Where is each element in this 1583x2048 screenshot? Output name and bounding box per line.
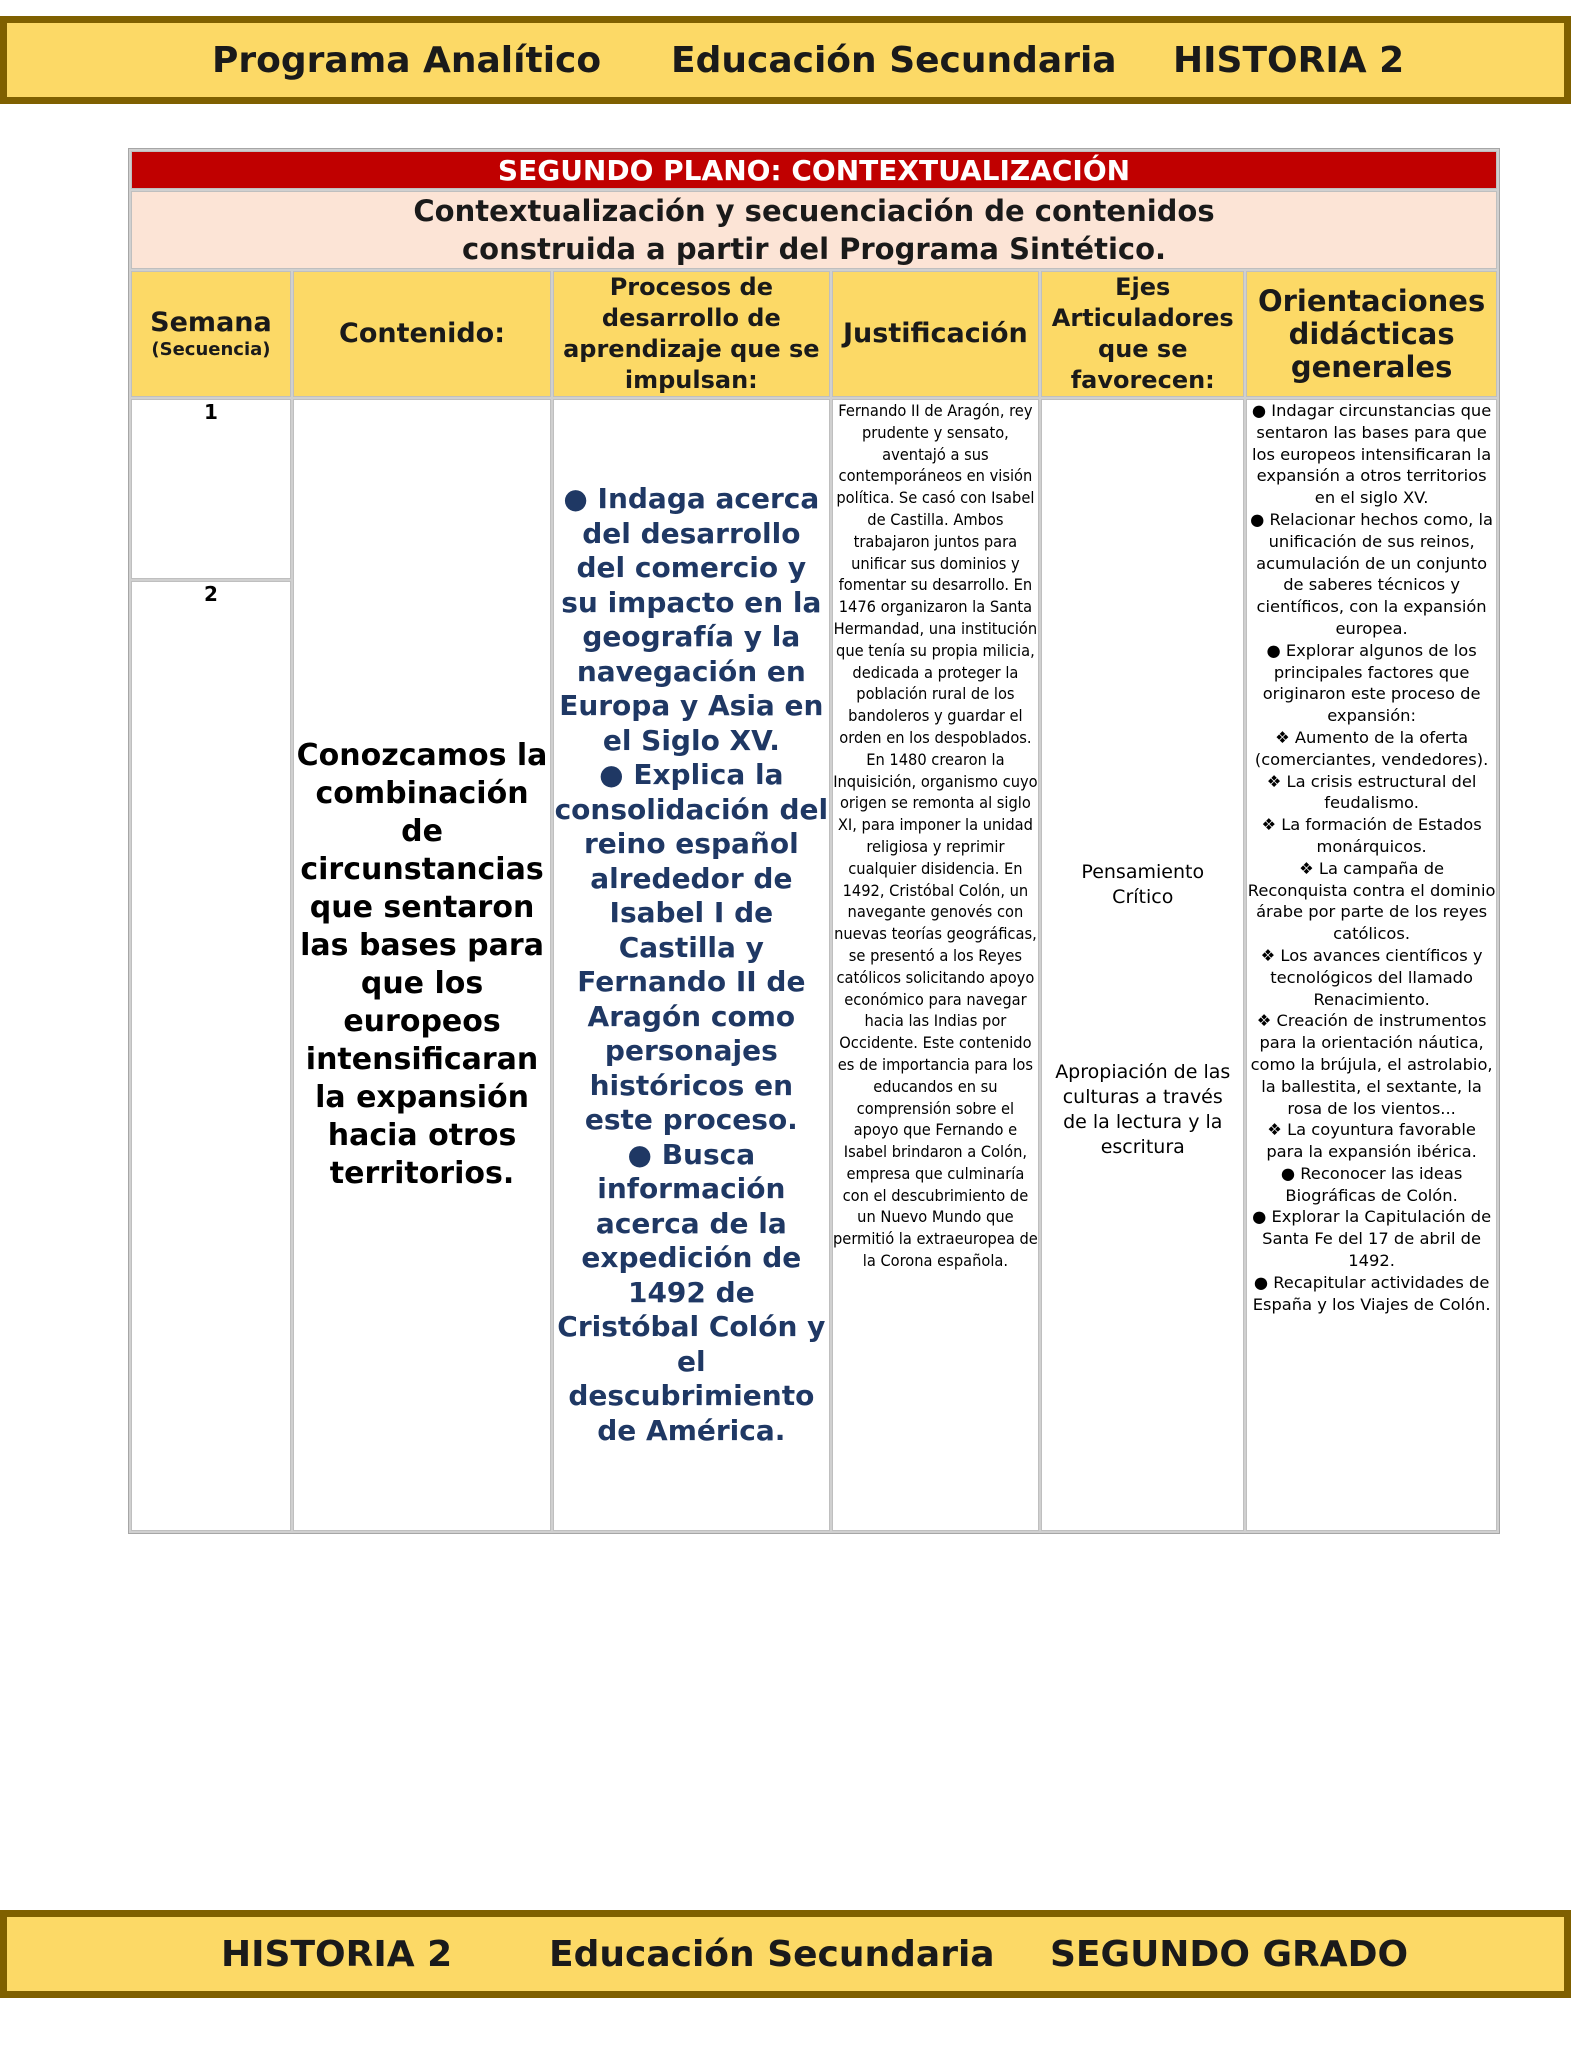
col-header-procesos-line: aprendizaje que se [563, 335, 820, 363]
col-header-justificacion-label: Justificación [843, 318, 1028, 349]
footer-level: Educación Secundaria [549, 1933, 995, 1975]
footer-subject: HISTORIA 2 [221, 1933, 453, 1975]
col-header-semana-sub: (Secuencia) [151, 339, 271, 360]
process-item: ● Indaga acerca del desarrollo del comercio y su impacto en la geografía y la navegación en Europa y Asia en el Siglo XV. [559, 482, 824, 757]
header-band [0, 16, 1571, 104]
justification-cell: Fernando II de Aragón, rey prudente y sensato, aventajó a sus contemporáneos en visión política. Se casó con Isabel de Castilla. Ambos trabajaron juntos para unificar sus dominios y fomentar su desarrollo. En 1476 organizaron la Santa Hermandad, una institución que tenía su propia milicia, dedicada a proteger la población rural de los bandoleros y guardar el orden en los despoblados. En 1480 crearon la Inquisición, organismo cuyo origen se remonta al siglo XI, para imponer la unidad religiosa y reprimir cualquier disidencia. En 1492, Cristóbal Colón, un navegante genovés con nuevas teorías geográficas, se presentó a los Reyes católicos solicitando apoyo económico para navegar hacia las Indias por Occidente. Este contenido es de importancia para los educandos en su comprensión sobre el apoyo que Fernando e Isabel brindaron a Colón, empresa que culminaría con el descubrimiento de un Nuevo Mundo que permitió la extraeuropea de la Corona española. [832, 399, 1040, 1531]
orientation-item: ❖ La coyuntura favorable para la expansión ibérica. [1266, 1120, 1477, 1162]
col-header-orientaciones [1246, 271, 1497, 397]
content-cell: Conozcamos la combinación de circunstancias que sentaron las bases para que los europeos intensificaran la expansión hacia otros territorios. [293, 399, 551, 1531]
week-cell-1: 1 [131, 399, 291, 579]
orientation-item: ❖ La formación de Estados monárquicos. [1261, 815, 1482, 856]
week-cell-2: 2 [131, 581, 291, 1531]
eje-pensamiento-critico: Pensamiento Crítico [1081, 861, 1205, 908]
table-title: SEGUNDO PLANO: CONTEXTUALIZACIÓN [131, 151, 1497, 189]
header-subject: HISTORIA 2 [1173, 39, 1405, 81]
process-item: ● Busca información acerca de la expedición de 1492 de Cristóbal Colón y el descubrimiento de América. [557, 1137, 826, 1447]
contextualization-table [128, 148, 1500, 1534]
orientation-item: ● Relacionar hechos como, la unificación de sus reinos, acumulación de un conjunto de saberes técnicos y científicos, con la expansión europea. [1250, 509, 1494, 638]
col-header-orient-line: generales [1290, 349, 1453, 384]
col-header-procesos-line: Procesos de [609, 273, 773, 301]
orientation-item: ❖ Los avances científicos y tecnológicos del llamado Renacimiento. [1260, 945, 1483, 1009]
orientation-item: ● Reconocer las ideas Biográficas de Colón. [1280, 1163, 1463, 1205]
col-header-ejes-line: Articuladores [1051, 304, 1234, 332]
orientation-item: ● Explorar la Capitulación de Santa Fe del 17 de abril de 1492. [1252, 1207, 1492, 1271]
orientation-item: ❖ Creación de instrumentos para la orientación náutica, como la brújula, el astrolabio, la ballestita, el sextante, la rosa de los vientos... [1250, 1011, 1493, 1118]
table-subtitle [131, 191, 1497, 269]
orientation-item: ❖ La crisis estructural del feudalismo. [1266, 771, 1477, 813]
footer-band [0, 1910, 1571, 1998]
footer-grade: SEGUNDO GRADO [1050, 1933, 1409, 1975]
orientation-item: ❖ La campaña de Reconquista contra el dominio árabe por parte de los reyes católicos. [1247, 858, 1496, 944]
ejes-cell [1041, 399, 1244, 1531]
orientation-item: ● Indagar circunstancias que sentaron las bases para que los europeos intensificaran la expansión a otros territorios en el siglo XV. [1251, 401, 1492, 508]
col-header-ejes-line: Ejes [1115, 273, 1171, 301]
col-header-ejes-line: que se [1098, 335, 1188, 363]
col-header-procesos-line: desarrollo de [601, 304, 781, 332]
col-header-orient-line: didácticas [1288, 316, 1455, 351]
col-header-contenido-label: Contenido: [339, 318, 506, 349]
col-header-procesos [553, 271, 829, 397]
col-header-contenido [293, 271, 551, 397]
table-subtitle-line2: construida a partir del Programa Sintético. [461, 232, 1167, 266]
col-header-procesos-line: impulsan: [624, 366, 758, 394]
table-subtitle-line1: Contextualización y secuenciación de contenidos [413, 194, 1215, 228]
col-header-orient-line: Orientaciones [1257, 283, 1486, 318]
orientation-item: ❖ Aumento de la oferta (comerciantes, vendedores). [1254, 727, 1489, 769]
orientations-cell [1246, 399, 1497, 1531]
col-header-semana-label: Semana [150, 307, 272, 338]
header-program: Programa Analítico [212, 39, 602, 81]
eje-apropiacion-culturas: Apropiación de las culturas a través de la lectura y la escritura [1055, 1061, 1231, 1158]
col-header-justificacion [832, 271, 1040, 397]
process-cell [553, 399, 829, 1531]
col-header-ejes [1041, 271, 1244, 397]
orientation-item: ● Recapitular actividades de España y los Viajes de Colón. [1252, 1272, 1491, 1314]
col-header-ejes-line: favorecen: [1070, 366, 1215, 394]
process-item: ● Explica la consolidación del reino español alrededor de Isabel I de Castilla y Fernando II de Aragón como personajes históricos en este proceso. [554, 758, 829, 1136]
header-level: Educación Secundaria [671, 39, 1117, 81]
orientation-item: ● Explorar algunos de los principales factores que originaron este proceso de expansión: [1262, 640, 1481, 726]
col-header-semana [131, 271, 291, 397]
